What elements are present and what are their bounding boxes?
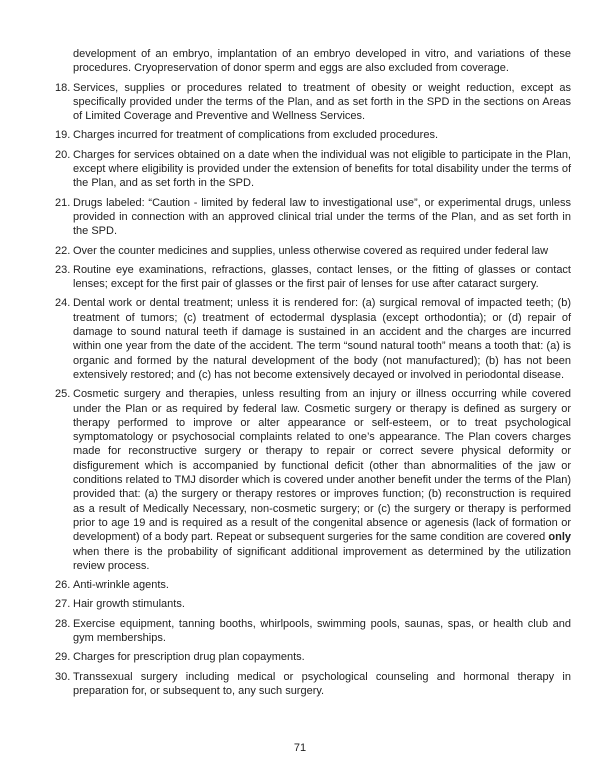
item-number: 29. (55, 651, 71, 664)
item-text: Drugs labeled: “Caution - limited by federal law to investigational use”, or experimental drugs, unless provided in connection with an approved clinical trial under the terms of the Plan, and as set forth in the SPD. (73, 196, 571, 238)
item-text: Anti-wrinkle agents. (73, 579, 169, 592)
exclusion-item-26 (55, 578, 571, 592)
item-number: 18. (55, 81, 71, 94)
item-number: 28. (55, 617, 71, 630)
item-text: Services, supplies or procedures related to treatment of obesity or weight reduction, except as specifically provided under the terms of the Plan, and as set forth in the SPD in the sections on Areas of Limited Coverage and Preventive and Wellness Services. (73, 81, 571, 123)
continuation-paragraph: development of an embryo, implantation of an embryo developed in vitro, and variations of these procedures. Cryopreservation of donor sperm and eggs are also excluded from coverage. (73, 48, 571, 75)
exclusion-item-28 (55, 617, 571, 646)
item-text: Routine eye examinations, refractions, glasses, contact lenses, or the fitting of glasses or contact lenses; except for the first pair of glasses or the first pair of lenses for use after cataract surgery. (73, 263, 571, 291)
item-number: 27. (55, 598, 71, 611)
exclusion-item-27 (55, 597, 571, 611)
exclusion-item-29 (55, 650, 571, 664)
item-text: Charges for services obtained on a date when the individual was not eligible to participate in the Plan, except where eligibility is provided under the extension of benefits for total disability under the terms of the Plan, and as set forth in the SPD. (73, 148, 571, 190)
item-text: Charges for prescription drug plan copayments. (73, 651, 305, 664)
exclusion-item-18 (55, 81, 571, 124)
item-number: 19. (55, 129, 71, 142)
item-text-before-bold: Cosmetic surgery and therapies, unless resulting from an injury or illness occurring while covered under the Plan or as required by federal law. Cosmetic surgery or therapy is defined as surgery or therapy performed to improve or alter appearance or self-esteem, or to treat psychological symptomatology or psychosocial complaints related to one’s appearance. The Plan covers charges made for reconstructive surgery or therapy to repair or correct severe physical deformity or disfigurement which is accompanied by functional deficit (other than abnormalities of the jaw or conditions related to TMJ disorder which is covered under another benefit under the terms of the Plan) provided that: (a) the surgery or therapy restores or improves function; (b) reconstruction is required as a result of Medically Necessary, non-cosmetic surgery; or (c) the surgery or therapy is performed prior to age 19 and is required as a result of the congenital absence or agenesis (lack of formation or development) of a body part. Repeat or subsequent surgeries for the same condition are covered (73, 388, 571, 544)
exclusion-item-30 (55, 670, 571, 699)
item-text-after-bold: when there is the probability of significant additional improvement as determined by the utilization review process. (73, 545, 571, 572)
item-text: Transsexual surgery including medical or psychological counseling and hormonal therapy in preparation for, or subsequent to, any such surgery. (73, 670, 571, 697)
item-text-bold: only (548, 531, 571, 544)
item-number: 25. (55, 388, 71, 401)
exclusion-item-25 (55, 387, 571, 573)
item-number: 20. (55, 148, 71, 161)
exclusion-item-24 (55, 296, 571, 382)
item-text: Charges incurred for treatment of complications from excluded procedures. (73, 129, 439, 142)
item-number: 26. (55, 579, 71, 592)
item-number: 24. (55, 297, 71, 310)
exclusion-item-19 (55, 128, 571, 142)
exclusions-list (55, 47, 571, 703)
exclusion-item-23 (55, 263, 571, 292)
item-text: Hair growth stimulants. (73, 598, 185, 611)
exclusion-item-21 (55, 196, 571, 239)
item-number: 21. (55, 196, 71, 209)
item-text: Exercise equipment, tanning booths, whirlpools, swimming pools, saunas, spas, or health club and gym memberships. (73, 617, 571, 644)
item-text: Over the counter medicines and supplies, unless otherwise covered as required under federal law (73, 244, 549, 257)
item-number: 23. (55, 263, 71, 276)
item-number: 30. (55, 670, 71, 683)
page-number: 71 (293, 742, 307, 754)
item-number: 22. (55, 244, 71, 257)
exclusion-item-20 (55, 148, 571, 191)
item-text: Dental work or dental treatment; unless it is rendered for: (a) surgical removal of impacted teeth; (b) treatment of tumors; (c) treatment of ectodermal dysplasia (except orthodontia); or (d) repair of damage to sound natural teeth if damage is sustained in an accident and the charges are incurred within one year from the date of the accident. The term “sound natural tooth” means a tooth that: (a) is organic and formed by the natural development of the body (not manufactured); (b) has not been extensively restored; and (c) has not become extensively decayed or involved in periodontal disease. (73, 297, 571, 381)
item-text (73, 387, 571, 573)
exclusion-item-22 (55, 244, 571, 258)
